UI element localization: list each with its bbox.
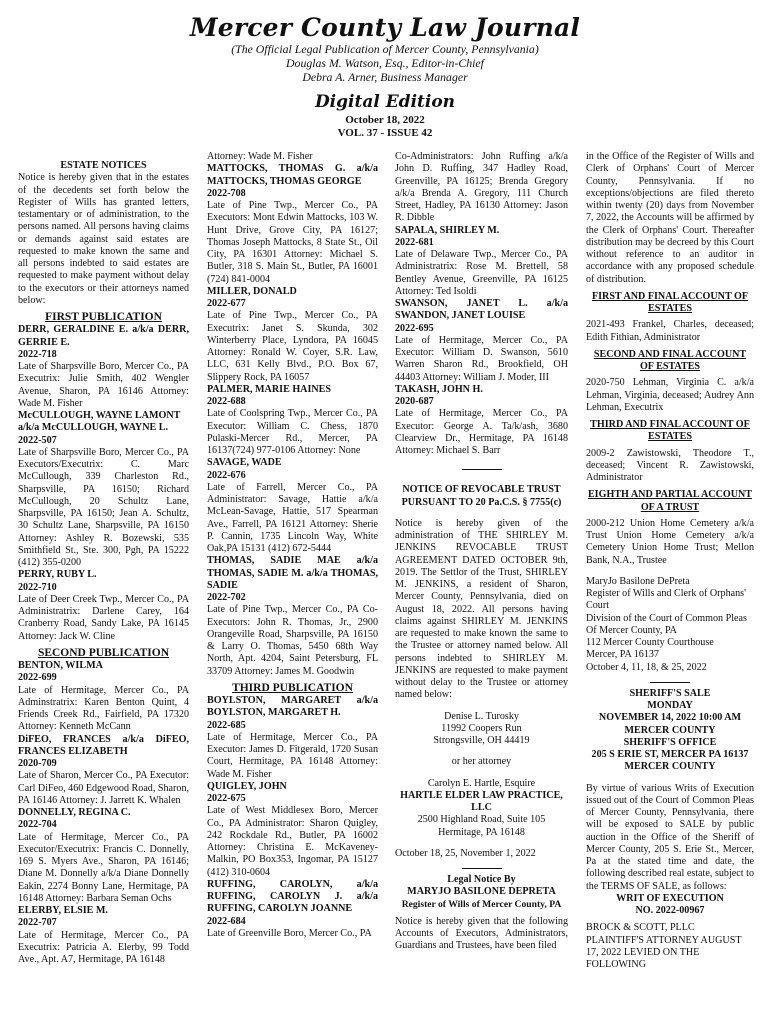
column-4 bbox=[586, 151, 754, 1024]
edition-title: Digital Edition bbox=[314, 92, 456, 112]
sheriff-sale-date: NOVEMBER 14, 2022 10:00 AM bbox=[598, 712, 742, 724]
spacer bbox=[586, 567, 754, 576]
estate-details: Attorney: Wade M. Fisher bbox=[207, 151, 313, 162]
estate-details: Late of Coolspring Twp., Mercer Co., PA Executor: William C. Chess, 1870 Pulaski-Mercer Rd., Mercer, PA 16137(724) 977-0106 Attorney: None bbox=[207, 408, 378, 456]
estate-number: 2022-695 bbox=[395, 322, 434, 334]
estate-name: MATTOCKS, THOMAS G. a/k/a MATTOCKS, THOMAS GEORGE bbox=[207, 163, 378, 187]
estate-notices-heading: ESTATE NOTICES bbox=[60, 160, 147, 171]
estate-number: 2020-709 bbox=[18, 758, 57, 769]
estate-number: 2022-685 bbox=[207, 719, 246, 731]
estate-name: ELERBY, ELSIE M. bbox=[18, 905, 108, 916]
estate-name: SAVAGE, WADE bbox=[207, 457, 282, 469]
spacer bbox=[395, 470, 568, 479]
estate-number: 2022-688 bbox=[207, 396, 246, 407]
estate-number: 2022-684 bbox=[207, 915, 246, 927]
account-heading: SECOND AND FINAL ACCOUNT OF ESTATES bbox=[593, 348, 747, 372]
estate-name: PERRY, RUBY L. bbox=[18, 569, 97, 581]
register-title: Register of Wills and Clerk of Orphans' Court bbox=[586, 588, 746, 612]
estate-number: 2022-676 bbox=[207, 469, 246, 481]
estate-details: Late of Farrell, Mercer Co., PA Administrator: Savage, Hattie a/k/a McLean-Savage, Hattie, 517 Spearman Ave., Farrell, PA 16121 Attorney: Sherie P. Cannin, 1735 Lincoln Way, White Oak,PA 15131 (412) 672-5444 bbox=[207, 481, 378, 554]
estate-details: Late of Hermitage, Mercer Co., PA Executor: James D. Fitgerald, 1720 Susan Court, Hermitage, PA 16148 Attorney: Wade M. Fisher bbox=[207, 731, 378, 780]
estate-number: 2022-718 bbox=[18, 348, 57, 360]
estate-number: 2022-702 bbox=[207, 592, 246, 603]
attorney-firm: HARTLE ELDER LAW PRACTICE, LLC bbox=[400, 789, 563, 813]
second-publication-heading: SECOND PUBLICATION bbox=[37, 646, 170, 659]
third-publication-heading: THIRD PUBLICATION bbox=[232, 681, 353, 694]
estate-number: 2022-710 bbox=[18, 581, 57, 593]
estate-details: Late of Hermitage, Mercer Co., PA Adminstratrix: Karen Benton Quint, 4 Friends Creek Rd., Fairfield, PA 17320 Attorney: Kenneth McCann bbox=[18, 684, 189, 733]
register-dates: October 4, 11, 18, & 25, 2022 bbox=[586, 661, 707, 673]
estate-details: Late of Hermitage, Mercer Co., PA Executrix: Patricia A. Elerby, 99 Todd Ave., Apt. A7, Hermitage, PA 16148 bbox=[18, 929, 189, 965]
estate-name: DERR, GERALDINE E. a/k/a DERR, GERRIE E. bbox=[18, 324, 189, 348]
trustee-address: Strongsville, OH 44419 bbox=[433, 735, 530, 746]
register-address: 112 Mercer County Courthouse bbox=[586, 637, 714, 648]
or-attorney-text: or her attorney bbox=[451, 756, 512, 768]
accounts-notice-body: in the Office of the Register of Wills and Clerk of Orphans' Court of Mercer County, Pennsylvania. If no exceptions/objections are filed thereto within twenty (20) days from November 7, 2022, the Accounts will be affirmed by the Clerk of Orphans' Court. Thereafter distribution may be decreed by this Court without reference to an auditor in accordance with any proposed schedule of distribution. bbox=[586, 151, 754, 285]
account-entry: 2021-493 Frankel, Charles, deceased; Edith Fithian, Administrator bbox=[586, 319, 754, 343]
estate-name: BENTON, WILMA bbox=[18, 660, 103, 671]
estate-details: Late of Pine Twp., Mercer Co., PA Executrix: Janet S. Skunda, 302 Winterberry Place, Lyndora, PA 16045 Attorney: Ronald W. Coyer, S.R. Law, LLC, 631 Kelly Blvd., P.O. Box 67, Slippery Rock, PA 16057 bbox=[207, 310, 378, 383]
estate-number: 2022-704 bbox=[18, 819, 57, 831]
editor-line: Douglas M. Watson, Esq., Editor-in-Chief bbox=[286, 56, 484, 70]
sheriff-sale-heading: SHERIFF'S SALE bbox=[629, 687, 711, 699]
estate-details: Co-Administrators: John Ruffing a/k/a John D. Ruffing, 347 Hadley Road, Greenville, PA 16125; Brenda Gregory a/k/a Brenda A. Gregory, 111 Church Street, Hadley, PA 16130 Attorney: Jason R. Dibble bbox=[395, 151, 568, 224]
estate-number: 2020-687 bbox=[395, 396, 434, 407]
estate-name: McCULLOUGH, WAYNE LAMONT a/k/a McCULLOUGH, WAYNE L. bbox=[18, 410, 181, 434]
account-heading: EIGHTH AND PARTIAL ACCOUNT OF A TRUST bbox=[587, 489, 753, 513]
estate-number: 2022-681 bbox=[395, 236, 434, 248]
plaintiff-attorney: BROCK & SCOTT, PLLC PLAINTIFF'S ATTORNEY AUGUST 17, 2022 LEVIED ON THE FOLLOWING bbox=[586, 922, 742, 970]
estate-number: 2022-677 bbox=[207, 298, 246, 309]
estate-name: DiFEO, FRANCES a/k/a DiFEO, FRANCES ELIZABETH bbox=[18, 733, 189, 757]
sheriff-sale-office: SHERIFF'S OFFICE bbox=[623, 736, 717, 748]
sheriff-sale-county: MERCER COUNTY bbox=[624, 761, 716, 773]
spacer bbox=[395, 509, 568, 518]
account-heading: THIRD AND FINAL ACCOUNT OF ESTATES bbox=[590, 419, 750, 443]
estate-number: 2022-707 bbox=[18, 917, 57, 929]
legal-notice-name: MARYJO BASILONE DEPRETA bbox=[407, 886, 556, 898]
estate-details: Late of Greenville Boro, Mercer Co., PA bbox=[207, 927, 372, 939]
attorney-name: Carolyn E. Hartle, Esquire bbox=[427, 777, 536, 789]
estate-details: Late of Hermitage, Mercer Co., PA Executor: George A. Ta/k/ash, 3680 Clearview Dr., Hermitage, PA 16148 Attorney: Michael S. Barr bbox=[395, 408, 568, 456]
trust-notice-body: Notice is hereby given of the administration of THE SHIRLEY M. JENKINS REVOCABLE TRUST AGREEMENT DATED OCTOBER 9th, 2019. The Settlor of the Trust, SHIRLEY M. JENKINS, a resident of Sharon, Mercer County, Pennsylvania, died on August 18, 2022. All persons having claims against SHIRLEY M. JENKINS are requested to make known the same to the Trustee or attorney named below. All persons indebted to SHIRLEY M. JENKINS are requested to make payment without delay to the Trustee or attorney named below: bbox=[395, 517, 568, 701]
estate-name: THOMAS, SADIE MAE a/k/a THOMAS, SADIE M. a/k/a THOMAS, SADIE bbox=[207, 555, 378, 591]
spacer bbox=[395, 702, 568, 711]
legal-notice-title: Register of Wills of Mercer County, PA bbox=[401, 898, 562, 910]
estate-notices-intro: Notice is hereby given that in the estates of the decedents set forth below the Register of Wills has granted letters, testamentary or of administration, to the persons named. All persons having claims or demands against said estates are requested to make known the same and all persons indebted to said estates are requested to make payment without delay to the executors or their attorneys named below: bbox=[18, 172, 189, 306]
register-signature: MaryJo Basilone DePreta bbox=[586, 575, 690, 587]
register-division: Division of the Court of Common Pleas bbox=[586, 612, 747, 624]
estate-details: Late of Sharpsville Boro, Mercer Co., PA Executrix: Julie Smith, 402 Wengler Avenue, Sharon, PA 16146 Attorney: Wade M. Fisher bbox=[18, 361, 189, 409]
estate-name: MILLER, DONALD bbox=[207, 285, 297, 297]
first-publication-heading: FIRST PUBLICATION bbox=[45, 311, 162, 323]
estate-details: Late of West Middlesex Boro, Mercer Co., PA Administrator: Sharon Quigley, 242 Rockdale Rd., Butler, PA 16002 Attorney: Christina E. McKaveney-Malkin, PO Box353, Ingomar, PA 15127 (412) 310-0604 bbox=[207, 805, 378, 878]
trustee-name: Denise L. Turosky bbox=[444, 710, 519, 722]
estate-number: 2022-699 bbox=[18, 672, 57, 684]
account-entry: 2020-750 Lehman, Virginia C. a/k/a Lehman, Virginia, deceased; Audrey Ann Lehman, Executrix bbox=[586, 377, 754, 413]
register-city: Mercer, PA 16137 bbox=[586, 649, 659, 661]
column-2 bbox=[207, 151, 378, 1024]
sheriff-sale-address: 205 S ERIE ST, MERCER PA 16137 bbox=[591, 749, 749, 760]
estate-name: PALMER, MARIE HAINES bbox=[207, 383, 332, 395]
account-heading: FIRST AND FINAL ACCOUNT OF ESTATES bbox=[591, 290, 749, 314]
estate-number: 2022-507 bbox=[18, 434, 57, 446]
column-1 bbox=[18, 160, 189, 1033]
trustee-address: 11992 Coopers Run bbox=[441, 722, 522, 734]
attorney-address: Hermitage, PA 16148 bbox=[438, 826, 525, 838]
issue-date: October 18, 2022 bbox=[345, 114, 425, 126]
register-county: Of Mercer County, PA bbox=[586, 624, 677, 636]
journal-subtitle: (The Official Legal Publication of Mercer County, Pennsylvania) bbox=[231, 42, 539, 56]
estate-details: Late of Deer Creek Twp., Mercer Co., PA Administratrix: Darlene Carey, 164 Cranberry Road, Sandy Lake, PA 16145 Attorney: Jack W. Cline bbox=[18, 593, 189, 642]
estate-details: Late of Pine Twp., Mercer Co., PA Executors: Mont Edwin Mattocks, 103 W. Hunt Drive, Grove City, PA 16127; Thomas Joseph Mattocks, 8 State St., Oil City, PA 16301 Attorney: Michael S. Butler, 318 S. Main St., Butler, PA 16001 (724) 841-0004 bbox=[207, 200, 378, 285]
spacer bbox=[395, 839, 568, 848]
sheriff-sale-county: MERCER COUNTY bbox=[624, 724, 716, 736]
column-3 bbox=[395, 151, 568, 1024]
sheriff-sale-body: By virtue of various Writs of Execution issued out of the Court of Common Pleas of Mercer County, Pennsylvania, there will be exposed to SALE by public auction in the Office of the Sheriff of Mercer County, 205 S. Erie St., Mercer, Pa at the stated time and date, the following described real estate, subject to the TERMS OF SALE, as follows: bbox=[586, 782, 754, 892]
writ-heading: WRIT OF EXECUTION bbox=[616, 892, 724, 904]
estate-number: 2022-708 bbox=[207, 187, 246, 199]
estate-details: Late of Hermitage, Mercer Co., PA Executor: William D. Swanson, 5610 Warren Sharon Rd., Brookfield, OH 44403 Attorney: William J. Moder, III bbox=[395, 334, 568, 383]
journal-title: Mercer County Law Journal bbox=[189, 13, 581, 42]
account-entry: 2009-2 Zawistowski, Theodore T., deceased; Vincent R. Zawistowski, Administrator bbox=[586, 447, 754, 483]
estate-name: SAPALA, SHIRLEY M. bbox=[395, 224, 500, 236]
writ-number: NO. 2022-00967 bbox=[635, 905, 705, 916]
sheriff-sale-day: MONDAY bbox=[647, 700, 693, 711]
estate-details: Late of Delaware Twp., Mercer Co., PA Administratrix: Rose M. Brettell, 58 Bentley Avenue, Greenville, PA 16125 Attorney: Ted Isoldi bbox=[395, 249, 568, 297]
account-entry: 2000-212 Union Home Cemetery a/k/a Trust Union Home Cemetery a/k/a Cemetery Union Home Trust; Mellon Bank, N.A., Trustee bbox=[586, 517, 754, 566]
estate-details: Late of Sharon, Mercer Co., PA Executor: Carl DiFeo, 460 Edgewood Road, Sharon, PA 16146 Attorney: J. Jarrett K. Whalen bbox=[18, 770, 189, 806]
attorney-address: 2500 Highland Road, Suite 105 bbox=[417, 814, 546, 826]
legal-notice-heading: Legal Notice By bbox=[447, 874, 516, 885]
publication-dates: October 18, 25, November 1, 2022 bbox=[395, 847, 536, 859]
spacer bbox=[395, 769, 568, 778]
estate-name: QUIGLEY, JOHN bbox=[207, 780, 287, 792]
estate-name: DONNELLY, REGINA C. bbox=[18, 807, 131, 818]
estate-details: Late of Hermitage, Mercer Co., PA Executor/Executrix: Francis C. Donnelly, 169 S. Myers Ave., Sharon, PA 16146; Diane M. Donnelly a/k/a Diane Donnelly Eakin, 2274 Bonny Lane, Hermitage, PA 16148 Attorney: Barbara Seman Ochs bbox=[18, 831, 189, 904]
trust-notice-heading: NOTICE OF REVOCABLE TRUST PURSUANT TO 20 Pa.C.S. § 7755(c) bbox=[401, 484, 562, 508]
estate-name: TAKASH, JOHN H. bbox=[395, 383, 483, 395]
estate-details: Late of Pine Twp., Mercer Co., PA Co-Executors: John R. Thomas, Jr., 2900 Orangeville Road, Sharpsville, PA 16150 & Larry O. Thomas, 5450 68th Way North, Apt. 4204, Saint Petersburg, FL 33709 Attorney: James M. Goodwin bbox=[207, 604, 378, 677]
estate-name: RUFFING, CAROLYN, a/k/a RUFFING, CAROLYN J. a/k/a RUFFING, CAROLYN JOANNE bbox=[207, 878, 378, 915]
spacer bbox=[395, 747, 568, 756]
legal-notice-body: Notice is hereby given that the following Accounts of Executors, Administrators, Guardians and Trustees, have been filed bbox=[395, 915, 568, 952]
manager-line: Debra A. Arner, Business Manager bbox=[302, 70, 468, 84]
estate-name: SWANSON, JANET L. a/k/a SWANDON, JANET LOUISE bbox=[395, 298, 568, 322]
estate-details: Late of Sharpsville Boro, Mercer Co., PA Executors/Executrix: C. Marc McCullough, 339 Charleston Rd., Sharpsville, PA 16150; Richard McCullough, 20 Schultz Lane, Sharpsville, PA 16150; Jean A. Schultz, 30 Schultz Lane, Sharpsville, PA 16150 Attorney: Ashley R. Bozewski, 535 Smithfield St., Ste. 300, Pgh, PA 15222 (412) 355-0200 bbox=[18, 446, 189, 568]
masthead bbox=[0, 0, 770, 140]
estate-number: 2022-675 bbox=[207, 793, 246, 804]
estate-name: BOYLSTON, MARGARET a/k/a BOYLSTON, MARGARET H. bbox=[207, 695, 378, 719]
spacer bbox=[586, 774, 754, 783]
volume-issue: VOL. 37 - ISSUE 42 bbox=[337, 127, 433, 139]
